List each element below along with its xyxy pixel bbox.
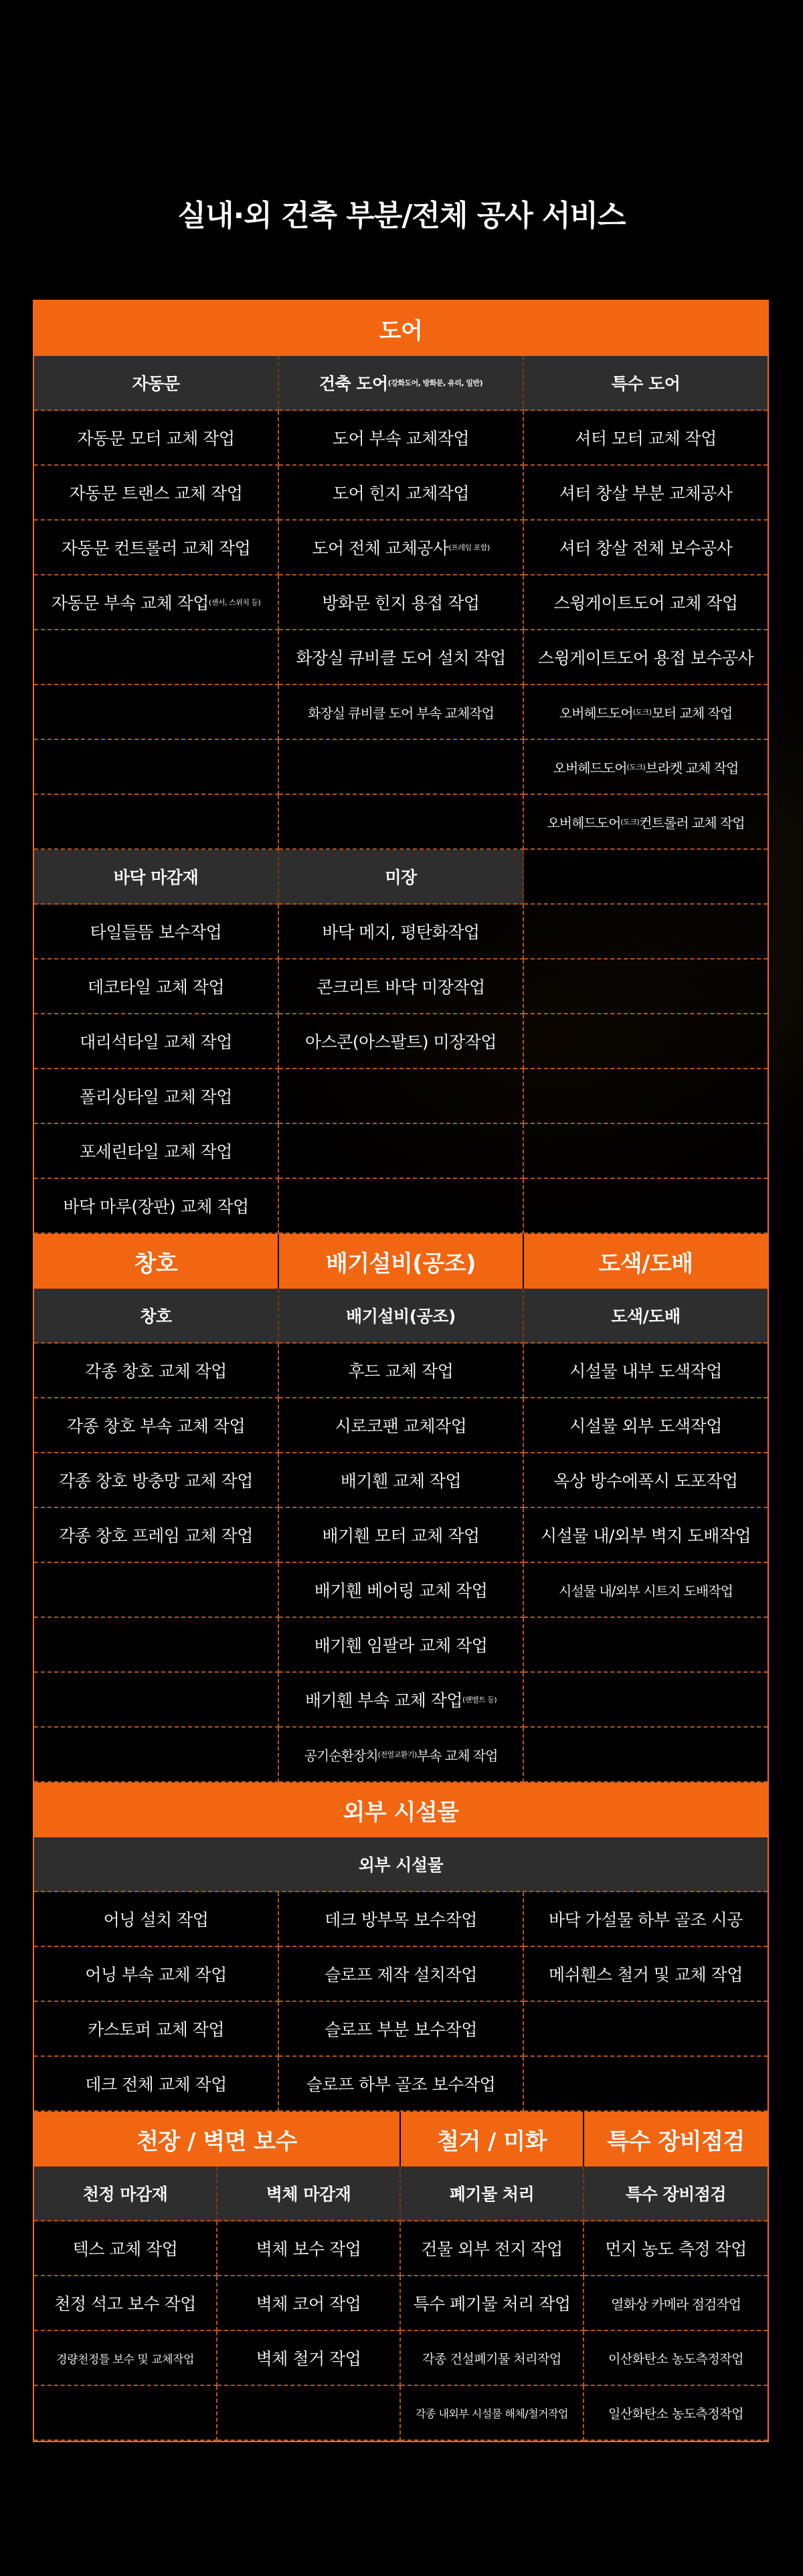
list-item: 대리석타일 교체 작업 (34, 1014, 279, 1069)
empty-cell (524, 1179, 768, 1234)
section-banner-ceiling-wall: 천장 / 벽면 보수 (34, 2112, 401, 2167)
list-item: 열화상 카메라 점검작업 (584, 2276, 768, 2331)
list-item: 벽체 코어 작업 (217, 2276, 401, 2331)
list-item: 텍스 교체 작업 (34, 2221, 217, 2276)
list-item: 시설물 내/외부 시트지 도배작업 (524, 1563, 768, 1618)
list-item: 이산화탄소 농도측정작업 (584, 2331, 768, 2386)
list-item: 자동문 컨트롤러 교체 작업 (34, 521, 279, 575)
list-item: 화장실 큐비클 도어 설치 작업 (279, 630, 524, 685)
header-wall-finish: 벽체 마감재 (217, 2167, 401, 2221)
empty-cell (34, 795, 279, 850)
list-item: 오버헤드도어 (도크) 모터 교체 작업 (524, 685, 768, 740)
list-item: 카스토퍼 교체 작업 (34, 2002, 279, 2057)
list-item: 후드 교체 작업 (279, 1344, 524, 1398)
list-item: 화장실 큐비클 도어 부속 교체작업 (279, 685, 524, 740)
list-item: 배기휀 베어링 교체 작업 (279, 1563, 524, 1618)
list-item: 각종 건설폐기물 처리작업 (401, 2331, 584, 2386)
header-building-door: 건축 도어 (강화도어, 방화문, 유리, 일반) (279, 356, 524, 411)
list-item: 일산화탄소 농도측정작업 (584, 2386, 768, 2441)
empty-cell (279, 795, 524, 850)
list-item: 자동문 부속 교체 작업 (센서, 스위치 등) (34, 575, 279, 630)
header-auto-door: 자동문 (34, 356, 279, 411)
empty-cell (34, 685, 279, 740)
empty-cell (524, 959, 768, 1014)
list-item: 자동문 모터 교체 작업 (34, 411, 279, 466)
empty-cell (279, 1179, 524, 1234)
header-exhaust: 배기설비(공조) (279, 1289, 524, 1344)
empty-cell (524, 905, 768, 959)
empty-cell (34, 2386, 217, 2441)
list-item: 데코타일 교체 작업 (34, 959, 279, 1014)
list-item: 포세린타일 교체 작업 (34, 1124, 279, 1179)
empty-cell (34, 1563, 279, 1618)
list-item: 슬로프 부분 보수작업 (279, 2002, 524, 2057)
empty-cell (524, 2057, 768, 2112)
empty-cell (279, 740, 524, 795)
list-item: 공기순환장치 (전열교환기) 부속 교체 작업 (279, 1728, 524, 1782)
page-title: 실내·외 건축 부분/전체 공사 서비스 (177, 199, 626, 233)
empty-cell (217, 2386, 401, 2441)
list-item: 벽체 보수 작업 (217, 2221, 401, 2276)
list-item: 슬로프 하부 골조 보수작업 (279, 2057, 524, 2112)
header-exterior: 외부 시설물 (34, 1837, 768, 1892)
list-item: 시설물 내/외부 벽지 도배작업 (524, 1508, 768, 1563)
header-plaster: 미장 (279, 850, 524, 905)
list-item: 폴리싱타일 교체 작업 (34, 1069, 279, 1124)
list-item: 데크 방부목 보수작업 (279, 1892, 524, 1947)
list-item: 셔터 창살 전체 보수공사 (524, 521, 768, 575)
list-item: 도어 힌지 교체작업 (279, 466, 524, 521)
list-item: 천정 석고 보수 작업 (34, 2276, 217, 2331)
list-item: 시로코팬 교체작업 (279, 1398, 524, 1453)
section-banner-door: 도어 (34, 301, 768, 356)
list-item: 스윙게이트도어 용접 보수공사 (524, 630, 768, 685)
list-item: 각종 창호 방충망 교체 작업 (34, 1453, 279, 1508)
list-item: 아스콘(아스팔트) 미장작업 (279, 1014, 524, 1069)
empty-cell (279, 1124, 524, 1179)
list-item: 도어 전체 교체공사 (프레임 포함) (279, 521, 524, 575)
list-item: 옥상 방수에폭시 도포작업 (524, 1453, 768, 1508)
list-item: 먼지 농도 측정 작업 (584, 2221, 768, 2276)
section-banner-special-inspection: 특수 장비점검 (584, 2112, 768, 2167)
list-item: 배기휀 모터 교체 작업 (279, 1508, 524, 1563)
list-item: 스윙게이트도어 교체 작업 (524, 575, 768, 630)
empty-cell (34, 740, 279, 795)
empty-cell (34, 630, 279, 685)
empty-cell (524, 1728, 768, 1782)
list-item: 자동문 트랜스 교체 작업 (34, 466, 279, 521)
list-item: 도어 부속 교체작업 (279, 411, 524, 466)
header-special-inspection: 특수 장비점검 (584, 2167, 768, 2221)
section-banner-exterior: 외부 시설물 (34, 1782, 768, 1837)
empty-cell (34, 1673, 279, 1728)
list-item: 오버헤드도어 (도크) 브라켓 교체 작업 (524, 740, 768, 795)
empty-cell (524, 1673, 768, 1728)
list-item: 바닥 메지, 평탄화작업 (279, 905, 524, 959)
list-item: 데크 전체 교체 작업 (34, 2057, 279, 2112)
section-banner-demolition: 철거 / 미화 (401, 2112, 584, 2167)
list-item: 건물 외부 전지 작업 (401, 2221, 584, 2276)
header-waste: 폐기물 처리 (401, 2167, 584, 2221)
list-item: 벽체 철거 작업 (217, 2331, 401, 2386)
empty-cell (524, 1014, 768, 1069)
empty-cell (524, 850, 768, 905)
list-item: 타일들뜸 보수작업 (34, 905, 279, 959)
list-item: 바닥 가설물 하부 골조 시공 (524, 1892, 768, 1947)
header-ceiling-finish: 천정 마감재 (34, 2167, 217, 2221)
list-item: 셔터 창살 부분 교체공사 (524, 466, 768, 521)
section-banner-paint: 도색/도배 (524, 1234, 768, 1289)
list-item: 경량천정틀 보수 및 교체작업 (34, 2331, 217, 2386)
service-table (33, 300, 769, 2442)
list-item: 셔터 모터 교체 작업 (524, 411, 768, 466)
list-item: 오버헤드도어 (도크) 컨트롤러 교체 작업 (524, 795, 768, 850)
empty-cell (524, 1618, 768, 1673)
header-floor-finish: 바닥 마감재 (34, 850, 279, 905)
list-item: 어닝 설치 작업 (34, 1892, 279, 1947)
list-item: 메쉬휀스 철거 및 교체 작업 (524, 1947, 768, 2002)
header-special-door: 특수 도어 (524, 356, 768, 411)
section-banner-exhaust: 배기설비(공조) (279, 1234, 524, 1289)
empty-cell (34, 1618, 279, 1673)
header-paint: 도색/도배 (524, 1289, 768, 1344)
list-item: 시설물 내부 도색작업 (524, 1344, 768, 1398)
list-item: 어닝 부속 교체 작업 (34, 1947, 279, 2002)
section-banner-window: 창호 (34, 1234, 279, 1289)
empty-cell (524, 1124, 768, 1179)
list-item: 슬로프 제작 설치작업 (279, 1947, 524, 2002)
empty-cell (279, 1069, 524, 1124)
list-item: 각종 창호 부속 교체 작업 (34, 1398, 279, 1453)
list-item: 각종 내외부 시설물 해체/철거작업 (401, 2386, 584, 2441)
header-window: 창호 (34, 1289, 279, 1344)
list-item: 특수 폐기물 처리 작업 (401, 2276, 584, 2331)
empty-cell (34, 1728, 279, 1782)
list-item: 콘크리트 바닥 미장작업 (279, 959, 524, 1014)
list-item: 시설물 외부 도색작업 (524, 1398, 768, 1453)
list-item: 배기휀 임팔라 교체 작업 (279, 1618, 524, 1673)
list-item: 각종 창호 프레임 교체 작업 (34, 1508, 279, 1563)
list-item: 각종 창호 교체 작업 (34, 1344, 279, 1398)
list-item: 방화문 힌지 용접 작업 (279, 575, 524, 630)
list-item: 배기휀 부속 교체 작업 (팬벨트 등) (279, 1673, 524, 1728)
list-item: 배기휀 교체 작업 (279, 1453, 524, 1508)
list-item: 바닥 마루(장판) 교체 작업 (34, 1179, 279, 1234)
empty-cell (524, 1069, 768, 1124)
empty-cell (524, 2002, 768, 2057)
